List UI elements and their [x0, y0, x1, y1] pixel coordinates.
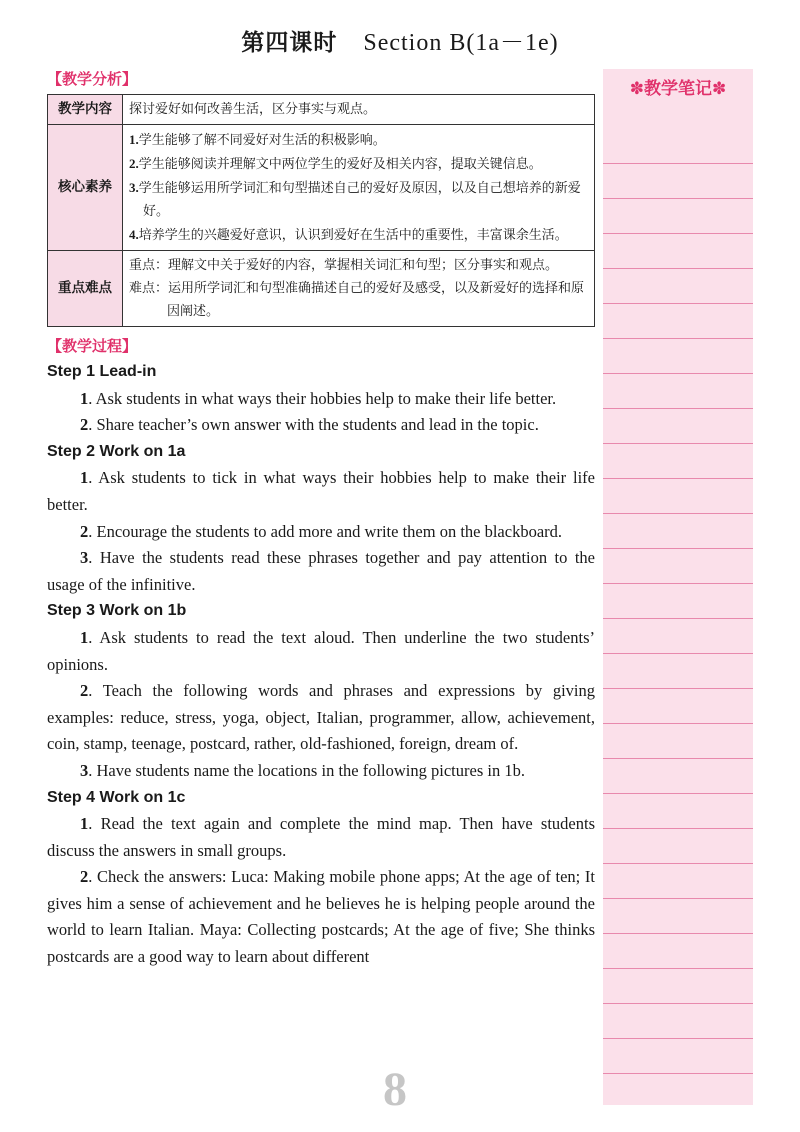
step-paragraph: 1. Ask students to tick in what ways their hobbies help to make their life better.	[47, 468, 595, 514]
step-paragraph: 2. Check the answers: Luca: Making mobile phone apps; At the age of ten; It gives him a sense of achievement and he believes he is helping people around the world to learn Italian. Maya: Collecting postcards; At the age of five; She thinks postcards are a good way to learn about different	[47, 867, 595, 967]
lesson-label: 第四课时	[241, 29, 338, 56]
analysis-heading: 【教学分析】	[47, 70, 138, 88]
step-paragraph: 2. Encourage the students to add more and write them on the blackboard.	[80, 521, 563, 541]
table-row	[48, 125, 595, 251]
list-item: 3.学生能够运用所学词汇和句型描述自己的爱好及原因，以及自己想培养的新爱好。	[129, 180, 581, 219]
key-point: 重点：理解文中关于爱好的内容，掌握相关词汇和句型；区分事实和观点。	[129, 258, 559, 273]
process-heading: 【教学过程】	[47, 337, 138, 355]
difficult-point: 难点：运用所学词汇和句型准确描述自己的爱好及感受，以及新爱好的选择和原因阐述。	[129, 281, 585, 319]
step-paragraph: 1. Read the text again and complete the mind map. Then have students discuss the answers in small groups.	[47, 814, 595, 860]
content-label: 教学内容	[48, 95, 123, 125]
core-list	[129, 128, 588, 247]
core-label: 核心素养	[48, 125, 123, 251]
section-label: Section B(1a－1e)	[363, 30, 559, 56]
process-steps	[47, 359, 595, 971]
content-text: 探讨爱好如何改善生活，区分事实与观点。	[123, 95, 595, 125]
step-paragraph: 3. Have the students read these phrases together and pay attention to the usage of the infinitive.	[47, 548, 595, 594]
notes-ruled-lines	[603, 129, 753, 1105]
notes-column	[603, 69, 753, 1105]
page-title	[0, 22, 800, 57]
notes-title: ✽教学笔记✽	[629, 79, 727, 99]
list-item: 1.学生能够了解不同爱好对生活的积极影响。	[129, 132, 386, 148]
main-content	[47, 66, 595, 971]
step-heading: Step 3 Work on 1b	[47, 602, 187, 620]
step-heading: Step 1 Lead-in	[47, 363, 157, 380]
step-paragraph: 2. Teach the following words and phrases and expressions by giving examples: reduce, stress, yoga, object, Italian, programmer, allow, achievement, coin, stamp, teenage, postcard, rather, old-fashioned, foreign, dream of.	[47, 681, 595, 754]
step-paragraph: 2. Share teacher’s own answer with the students and lead in the topic.	[80, 415, 539, 435]
table-row	[48, 95, 595, 125]
list-item: 4.培养学生的兴趣爱好意识，认识到爱好在生活中的重要性，丰富课余生活。	[129, 227, 568, 243]
key-label: 重点难点	[48, 251, 123, 327]
key-points-cell	[123, 251, 595, 327]
step-paragraph: 1. Ask students in what ways their hobbies help to make their life better.	[80, 388, 557, 408]
step-paragraph: 3. Have students name the locations in the following pictures in 1b.	[80, 760, 525, 780]
analysis-table	[47, 94, 595, 327]
core-items-cell	[123, 125, 595, 251]
step-heading: Step 2 Work on 1a	[47, 442, 186, 460]
list-item: 2.学生能够阅读并理解文中两位学生的爱好及相关内容，提取关键信息。	[129, 156, 542, 172]
table-row	[48, 251, 595, 327]
step-paragraph: 1. Ask students to read the text aloud. Then underline the two students’ opinions.	[47, 627, 595, 674]
step-heading: Step 4 Work on 1c	[47, 788, 186, 806]
page-number: 8	[383, 1063, 407, 1116]
